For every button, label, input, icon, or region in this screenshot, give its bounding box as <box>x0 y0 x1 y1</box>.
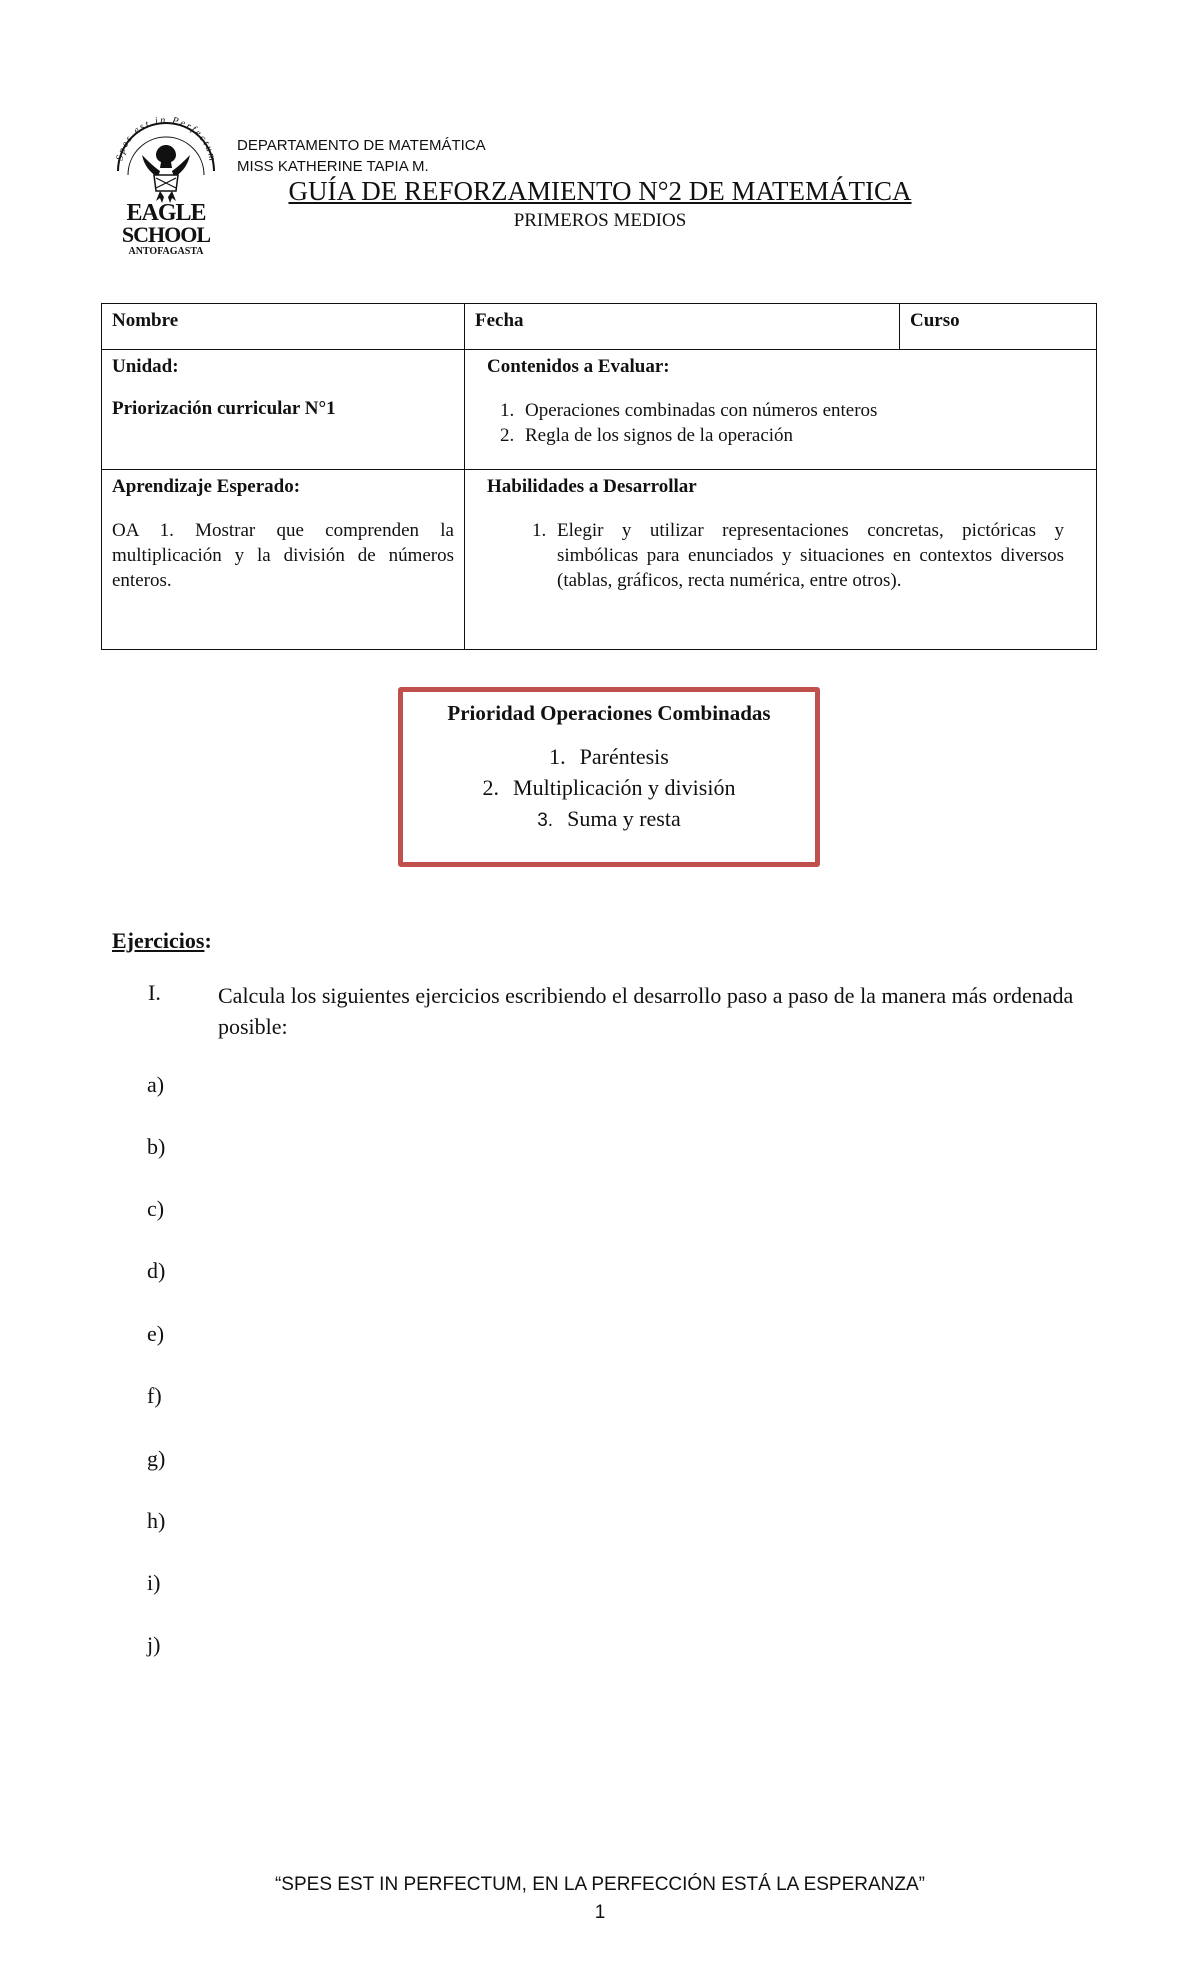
exercises-heading: Ejercicios: <box>112 928 212 953</box>
fecha-label: Fecha <box>475 310 524 331</box>
aprendizaje-label: Aprendizaje Esperado: <box>112 476 301 497</box>
curso-label: Curso <box>910 310 960 331</box>
exercise-letter-h: h) <box>147 1508 166 1533</box>
footer-motto: “SPES EST IN PERFECTUM, EN LA PERFECCIÓN ESTÁ LA ESPERANZA” <box>274 1874 926 1895</box>
unidad-cell <box>102 350 465 470</box>
teacher-name: MISS KATHERINE TAPIA M. <box>237 158 429 175</box>
habilidad-item: 1. Elegir y utilizar representaciones concretas, pictóricas y simbólicas para enunciados y situaciones en contextos diversos (tablas, gráficos, recta numérica, entre otros). <box>551 518 1064 593</box>
logo-line-school: SCHOOL <box>121 222 211 247</box>
priority-item <box>403 772 815 803</box>
exercise-letter-a: a) <box>147 1072 165 1097</box>
department-block <box>237 135 486 177</box>
info-table <box>101 303 1097 650</box>
page-number: 1 <box>594 1902 606 1923</box>
contenidos-cell <box>465 350 1097 470</box>
priority-title: Prioridad Operaciones Combinadas <box>447 701 771 725</box>
priority-item-label: Multiplicación y división <box>513 775 736 800</box>
unidad-label: Unidad: <box>112 356 179 377</box>
exercise-letter-j: j) <box>147 1632 161 1657</box>
logo-line-eagle: EAGLE <box>126 200 206 226</box>
logo-motto-ring: Spes est in Perfectum <box>114 115 218 164</box>
nombre-cell[interactable] <box>102 304 465 350</box>
priority-list <box>403 741 815 836</box>
exercise-letter-d: d) <box>147 1258 166 1283</box>
logo-line-city: ANTOFAGASTA <box>128 246 204 255</box>
priority-item <box>403 741 815 772</box>
priority-item-label: Paréntesis <box>579 744 669 769</box>
exercise-letter-c: c) <box>147 1196 165 1221</box>
priority-item-number: 2. <box>482 775 500 800</box>
unidad-value: Priorización curricular N°1 <box>112 398 336 419</box>
exercise-letter-b: b) <box>147 1134 166 1159</box>
exercise-letter-g: g) <box>147 1446 166 1471</box>
document-title: GUÍA DE REFORZAMIENTO N°2 DE MATEMÁTICA <box>288 176 912 206</box>
fecha-cell[interactable] <box>465 304 900 350</box>
contenidos-label: Contenidos a Evaluar: <box>487 356 670 377</box>
contenidos-list <box>487 398 1086 448</box>
instruction-number: I. <box>148 980 161 1005</box>
aprendizaje-cell <box>102 470 465 650</box>
priority-box <box>398 687 820 867</box>
priority-item-number: 3. <box>537 810 554 831</box>
instruction-text: Calcula los siguientes ejercicios escribiendo el desarrollo paso a paso de la manera más ordenada posible: <box>218 983 1074 1039</box>
habilidades-label: Habilidades a Desarrollar <box>487 476 697 497</box>
department-name: DEPARTAMENTO DE MATEMÁTICA <box>237 137 486 154</box>
document-subtitle: PRIMEROS MEDIOS <box>513 210 687 231</box>
contenido-item: 1. Operaciones combinadas con números enteros <box>519 398 1086 423</box>
curso-cell[interactable] <box>900 304 1097 350</box>
aprendizaje-text: OA 1. Mostrar que comprenden la multiplicación y la división de números enteros. <box>112 520 454 591</box>
contenido-item: 2. Regla de los signos de la operación <box>519 423 1086 448</box>
nombre-label: Nombre <box>112 310 179 331</box>
exercise-letter-f: f) <box>147 1383 162 1408</box>
priority-item-label: Suma y resta <box>567 806 681 831</box>
habilidades-list <box>487 518 1064 593</box>
exercise-letter-i: i) <box>147 1570 161 1595</box>
habilidades-cell <box>465 470 1097 650</box>
priority-item <box>403 803 815 836</box>
priority-item-number: 1. <box>549 744 566 769</box>
exercise-letter-e: e) <box>147 1321 165 1346</box>
